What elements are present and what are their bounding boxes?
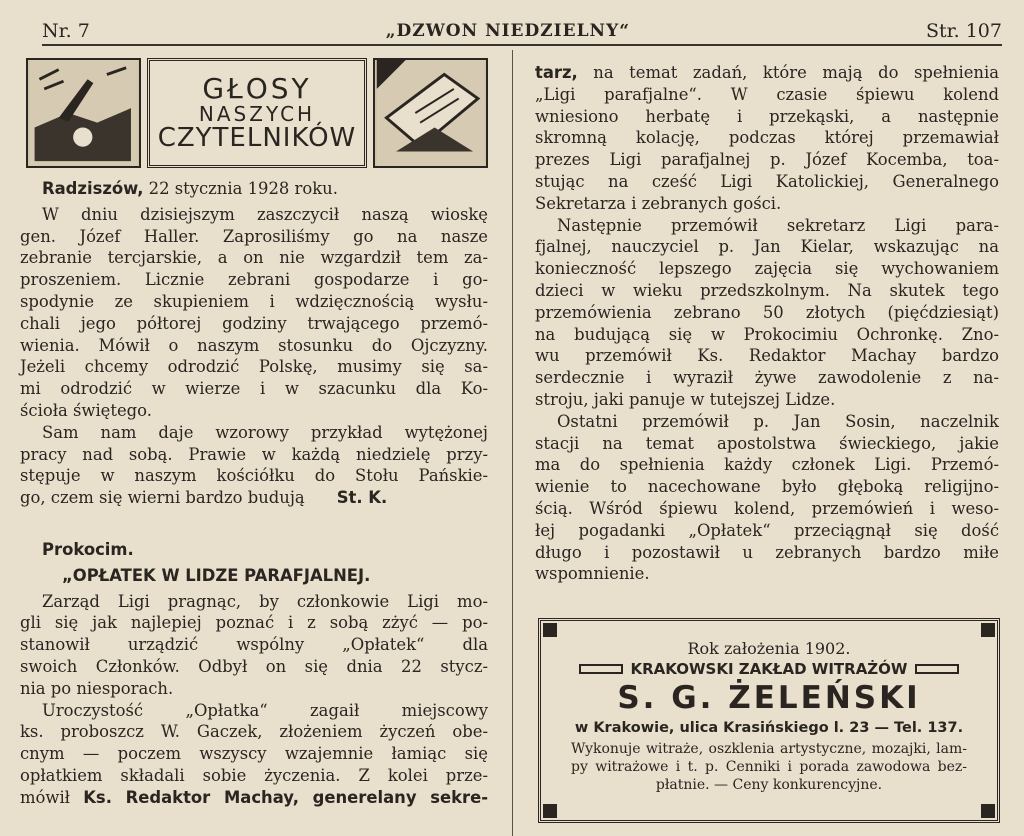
text-line bbox=[535, 345, 999, 367]
text-line bbox=[20, 678, 488, 700]
letter2-left-last-line bbox=[20, 787, 488, 809]
line-text: łej pogadanki „Opłatek“ przeciągnął się dość bbox=[535, 520, 999, 540]
line-text: stroju, jaki panuje w tutejszej Lidze. bbox=[535, 389, 836, 409]
line-text: długo i pozostawił u zebranych bardzo miłe bbox=[535, 542, 999, 562]
desc-line-2: py witrażowe i t. p. Cenniki i porada zawodowa bez- bbox=[571, 759, 967, 775]
page-header bbox=[42, 18, 1002, 46]
line-text: dzieci w wieku przedszkolnym. Na skutek tego bbox=[535, 280, 999, 300]
text-line bbox=[535, 324, 999, 346]
line-text: wniesiono herbatę i przekąski, a następnie bbox=[535, 106, 999, 126]
ornament-right-icon bbox=[915, 664, 959, 674]
text-line bbox=[535, 563, 999, 585]
desc-line-1: Wykonuje witraże, oszklenia artystyczne, mozajki, lam- bbox=[571, 741, 967, 757]
line-text: ks. proboszcz W. Gaczek, złożeniem życzeń obe- bbox=[20, 722, 488, 742]
text-line bbox=[20, 591, 488, 613]
text-line bbox=[535, 454, 999, 476]
corner-ornament bbox=[981, 804, 995, 818]
line-text: Uroczystość „Opłatka“ zagaił miejscowy bbox=[42, 700, 488, 720]
text-line bbox=[20, 335, 488, 357]
line-text: stacji na temat apostolstwa świeckiego, jakie bbox=[535, 433, 999, 453]
text-line bbox=[535, 62, 999, 84]
writing-hand-illustration bbox=[26, 58, 141, 168]
line-text: Sekretarza i zebranych gości. bbox=[535, 193, 782, 213]
line-text: nia po niesporach. bbox=[20, 678, 174, 698]
line-text: ścioła świętego. bbox=[20, 400, 152, 420]
newspaper-title: „DZWON NIEDZIELNY“ bbox=[385, 21, 630, 41]
text-line bbox=[20, 700, 488, 722]
line-text: prezes Ligi parafjalnej p. Józef Kocemba, toa- bbox=[535, 150, 999, 170]
text-line bbox=[535, 258, 999, 280]
line-text: wu przemówił Ks. Redaktor Machay bardzo bbox=[535, 346, 999, 366]
banner-line-2: NASZYCH bbox=[198, 101, 316, 126]
line-text: W dniu dzisiejszym zaszczycił naszą wioskę bbox=[42, 204, 488, 224]
text-line bbox=[535, 171, 999, 193]
issue-number: Nr. 7 bbox=[42, 20, 90, 42]
text-line bbox=[535, 542, 999, 564]
text-line bbox=[535, 389, 999, 411]
line-text: na temat zadań, które mają do spełnienia bbox=[577, 63, 999, 82]
text-line bbox=[535, 476, 999, 498]
line-text: przemówienia zebrano 50 złotych (pięćdziesiąt) bbox=[535, 302, 999, 322]
text-line bbox=[535, 280, 999, 302]
line-text: na budującą się w Prokocimiu Ochronkę. Zno- bbox=[535, 324, 999, 344]
letter1-last-line bbox=[20, 487, 488, 509]
firm-line bbox=[541, 660, 997, 678]
ornament-left-icon bbox=[579, 664, 623, 674]
text-line bbox=[535, 411, 999, 433]
line-text: Następnie przemówił sekretarz Ligi para- bbox=[557, 215, 999, 235]
line-text: ma do spełnienia każdy członek Ligi. Przemó- bbox=[535, 455, 999, 475]
text-line bbox=[535, 433, 999, 455]
text-line bbox=[20, 226, 488, 248]
text-line bbox=[20, 400, 488, 422]
place-prokocim: Prokocim. bbox=[42, 539, 134, 559]
line-text: pracy nad sobą. Prawie w każdą niedzielę przy- bbox=[20, 444, 488, 464]
text-line bbox=[535, 520, 999, 542]
column-divider bbox=[512, 50, 513, 836]
line-text: stując na cześć Ligi Katolickiej, Generalnego bbox=[535, 171, 999, 191]
text-line bbox=[535, 106, 999, 128]
letter2-body bbox=[20, 591, 488, 787]
text-line bbox=[535, 127, 999, 149]
line-text: Sam nam daje wzorowy przykład wytężonej bbox=[42, 422, 488, 442]
line-text: gen. Józef Haller. Zaprosiliśmy go na nasze bbox=[20, 226, 488, 246]
text-line bbox=[20, 269, 488, 291]
line-text: cnym — poczem wszyscy wzajemnie łamiąc się bbox=[20, 744, 488, 764]
line-text: fjalnej, nauczyciel p. Jan Kielar, wskazując na bbox=[535, 237, 999, 257]
text-line bbox=[20, 247, 488, 269]
text-line bbox=[20, 721, 488, 743]
corner-ornament bbox=[543, 623, 557, 637]
text-line bbox=[20, 465, 488, 487]
text-line bbox=[535, 498, 999, 520]
line-text: wienia. Mówił o naszym stosunku do Ojczyzny. bbox=[20, 335, 488, 355]
text-line bbox=[535, 236, 999, 258]
corner-ornament bbox=[981, 623, 995, 637]
text-line bbox=[20, 444, 488, 466]
line-text: stanowił urządzić wspólny „Opłatek“ dla bbox=[20, 635, 488, 655]
line-text: stępuje w naszym kościółku do Stołu Pańskie- bbox=[20, 466, 488, 486]
text-line bbox=[535, 302, 999, 324]
text-line bbox=[20, 743, 488, 765]
corner-ornament bbox=[543, 804, 557, 818]
letter1-body bbox=[20, 204, 488, 487]
text-line bbox=[20, 612, 488, 634]
left-last-prefix: mówił bbox=[20, 787, 84, 807]
line-text: wienie to nacechowane było głęboką religijno- bbox=[535, 477, 999, 497]
line-text: skromną kolację, podczas której przemawiał bbox=[535, 128, 999, 148]
dateline bbox=[42, 178, 488, 200]
text-line bbox=[535, 193, 999, 215]
line-text: zebranie tercjarskie, a on nie wzgardził tem za- bbox=[20, 248, 488, 268]
bold-run: tarz, bbox=[535, 63, 578, 82]
line-text: ścią. Wśród śpiewu kolend, przemówień i weso- bbox=[535, 498, 999, 518]
line-text: mi odrodzić w wierze i w szacunku dla Ko- bbox=[20, 379, 488, 399]
left-last-bold: Ks. Redaktor Machay, generelany sekre- bbox=[83, 787, 488, 807]
line-text: proszeniem. Licznie zebrani gospodarze i go- bbox=[20, 270, 488, 290]
letter1-last-text: go, czem się wierni bardzo budują bbox=[20, 488, 305, 508]
text-line bbox=[535, 367, 999, 389]
text-line bbox=[20, 656, 488, 678]
right-column bbox=[535, 62, 999, 585]
banner-line-1: GŁOSY bbox=[202, 72, 312, 106]
text-line bbox=[20, 313, 488, 335]
text-line bbox=[20, 422, 488, 444]
signature: St. K. bbox=[336, 488, 388, 508]
line-text: wspomnienie. bbox=[535, 564, 650, 584]
line-text: serdecznie i wyraził żywe zawodolenie z na- bbox=[535, 368, 999, 388]
text-line bbox=[20, 765, 488, 787]
article-headline: „OPŁATEK W LIDZE PARAFJALNEJ. bbox=[62, 565, 371, 585]
section-title bbox=[147, 58, 366, 168]
line-text: gli się jak najlepiej poznać i z sobą zżyć — po- bbox=[20, 613, 488, 633]
founding-year: Rok założenia 1902. bbox=[687, 639, 851, 658]
line-text: „Ligi parafjalne“. W czasie śpiewu kolend bbox=[535, 84, 999, 104]
letters-illustration bbox=[373, 58, 488, 168]
text-line bbox=[20, 378, 488, 400]
line-text: spodynie ze skupieniem i wdzięcznością wysłu- bbox=[20, 291, 488, 311]
text-line bbox=[535, 215, 999, 237]
text-line bbox=[20, 291, 488, 313]
line-text: chali jego półtorej godziny trwającego przemó- bbox=[20, 313, 488, 333]
left-column bbox=[20, 58, 488, 809]
desc-line-3: płatnie. — Ceny konkurencyjne. bbox=[655, 777, 883, 793]
line-text: Jeżeli chcemy odrodzić Polskę, musimy się sa- bbox=[20, 357, 488, 377]
firm-type: KRAKOWSKI ZAKŁAD WITRAŻÓW bbox=[630, 660, 908, 678]
text-line bbox=[20, 204, 488, 226]
firm-address: w Krakowie, ulica Krasińskiego l. 23 — Tel. 137. bbox=[574, 720, 964, 736]
section-banner bbox=[26, 58, 488, 168]
firm-name: S. G. ŻELEŃSKI bbox=[617, 680, 921, 716]
text-line bbox=[535, 84, 999, 106]
page-number: Str. 107 bbox=[925, 20, 1002, 42]
line-text: Zarząd Ligi pragnąc, by członkowie Ligi mo- bbox=[42, 591, 488, 611]
line-text: opłatkiem składali sobie życzenia. Z kolei prze- bbox=[20, 765, 488, 785]
letter-date: 22 stycznia 1928 roku. bbox=[143, 179, 338, 198]
firm-description bbox=[571, 740, 967, 794]
text-line bbox=[20, 356, 488, 378]
line-text: konieczność lepszego zajęcia się wychowaniem bbox=[535, 259, 999, 279]
text-line bbox=[535, 149, 999, 171]
line-text: Ostatni przemówił p. Jan Sosin, naczelnik bbox=[557, 411, 999, 431]
text-line bbox=[20, 634, 488, 656]
place-radziszow: Radziszów, bbox=[42, 179, 144, 198]
line-text: swoich Członków. Odbył on się dnia 22 stycz- bbox=[20, 656, 488, 676]
advertisement bbox=[538, 618, 1000, 823]
banner-line-3: CZYTELNIKÓW bbox=[157, 122, 357, 153]
